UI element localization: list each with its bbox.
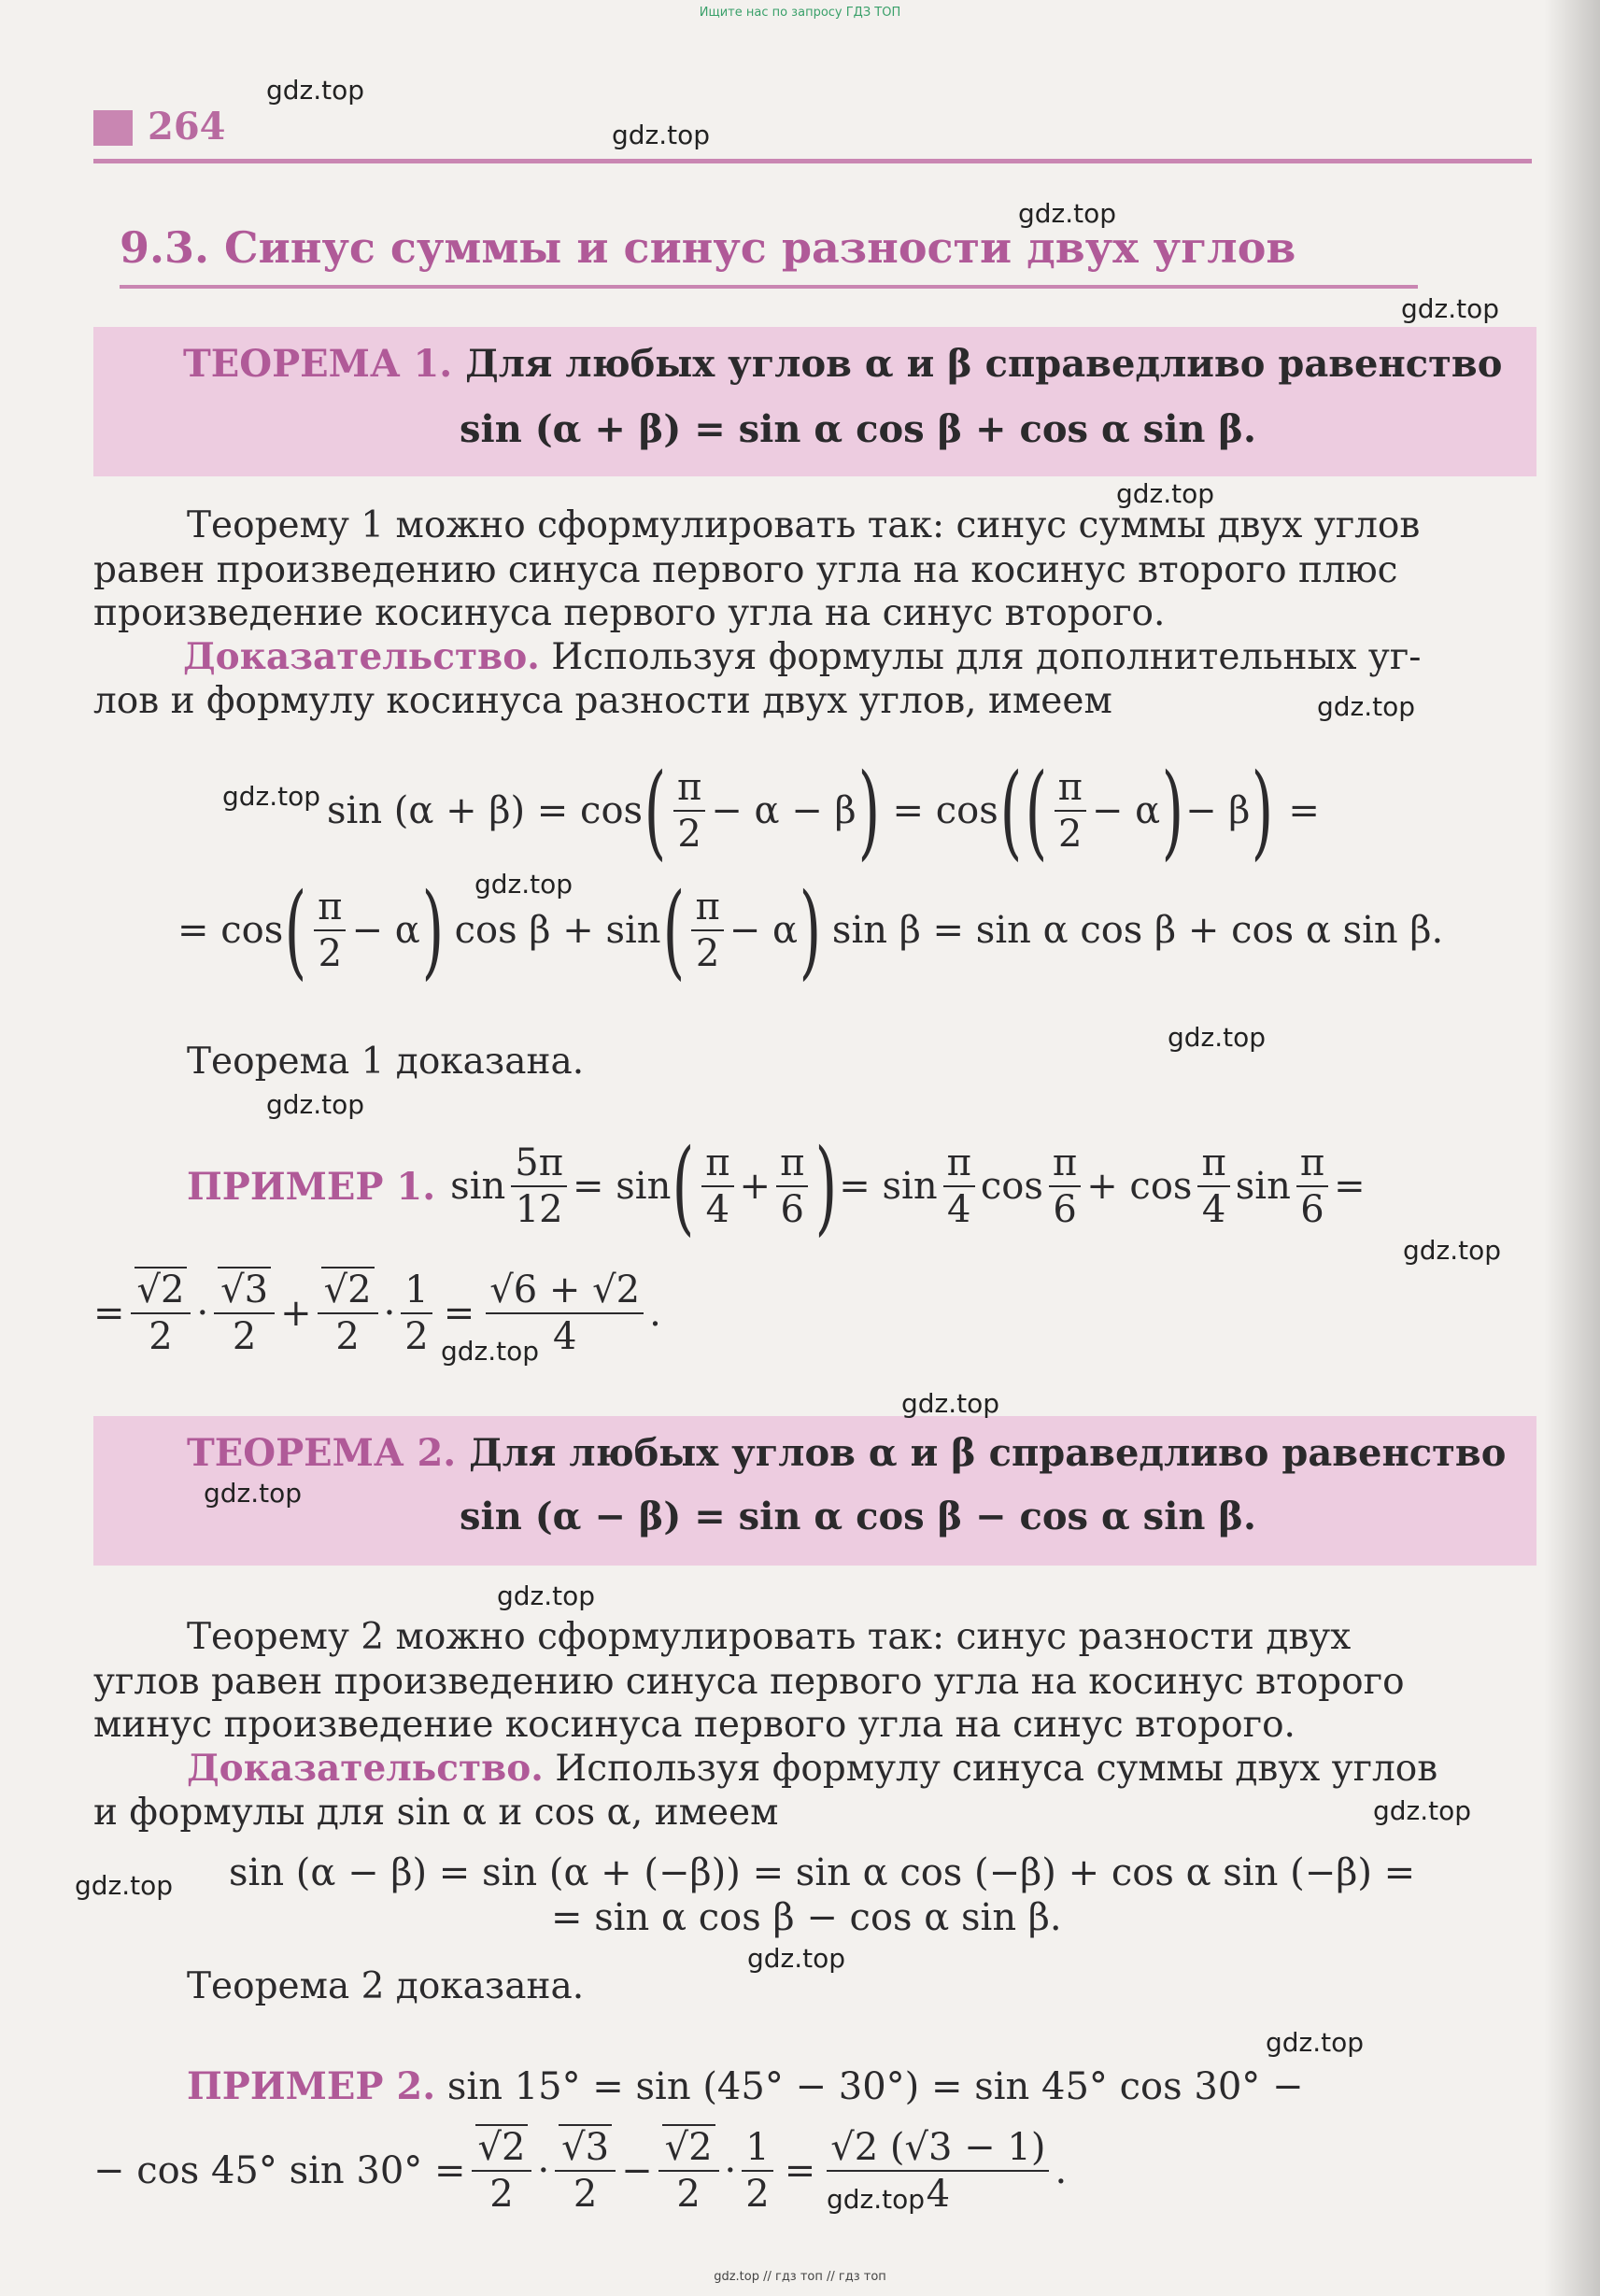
para1-line1: Теорему 1 можно сформулировать так: синус суммы двух углов	[187, 504, 1421, 546]
eq2-term1: − α	[351, 909, 420, 952]
eq2-term3: − α	[729, 909, 798, 952]
proof2-line2: и формулы для sin α и cos α, имеем	[93, 1792, 779, 1834]
eq1-end: =	[1288, 789, 1320, 832]
fraction-pi-2: $\frac{\pi}{2}$	[691, 888, 723, 972]
watermark: gdz.top	[747, 1943, 846, 1974]
example2-line1: ПРИМЕР 2. sin 15° = sin (45° − 30°) = sin 45° cos 30° −	[187, 2064, 1304, 2108]
eq1-term1: − α − β	[711, 789, 857, 832]
example2-label: ПРИМЕР 2.	[187, 2064, 436, 2108]
proof2-label: Доказательство.	[187, 1747, 544, 1790]
fraction-pi-2: $\frac{\pi}{2}$	[1055, 769, 1086, 853]
theorem1-label: ТЕОРЕМА 1.	[183, 342, 453, 386]
eq1-term2: − α	[1091, 789, 1161, 832]
proof1-equation2: = cos ( $\frac{\pi}{2}$ − α ) cos β + sin ( $\frac{\pi}{2}$ − α ) sin β = sin α cos β + cos α sin β.	[177, 871, 1444, 990]
proof2-line1	[187, 1747, 1437, 1790]
eq1-eq: = cos	[892, 789, 998, 832]
paren-open-inner: (	[1025, 751, 1047, 871]
page-header	[93, 105, 1532, 149]
proof1-label: Доказательство.	[183, 635, 540, 678]
header-color-block	[93, 110, 133, 146]
proof1-end: Теорема 1 доказана.	[187, 1041, 585, 1083]
eq2-term2: cos β + sin	[454, 909, 661, 952]
section-underline	[120, 285, 1418, 289]
proof2-end: Теорема 2 доказана.	[187, 1965, 585, 2007]
example2-line2: − cos 45° sin 30° = $\frac{√2}{2}$ · $\frac{√3}{2}$ − $\frac{√2}{2}$ · $\frac{1}{2}$ = $\frac{√2 (√3 - 1)}{4}$ .	[93, 2126, 1068, 2216]
theorem2-statement	[187, 1431, 1506, 1475]
paren-close-inner: )	[1161, 751, 1184, 871]
watermark: gdz.top	[204, 1478, 303, 1509]
watermark: gdz.top	[1403, 1235, 1502, 1266]
example1-line2: = $\frac{√2}{2}$ · $\frac{√3}{2}$ + $\frac{√2}{2}$ · $\frac{1}{2}$ = $\frac{√6 + √2}{4}$ .	[93, 1268, 661, 1358]
watermark: gdz.top	[75, 1870, 174, 1901]
para2-line1: Теорему 2 можно сформулировать так: синус разности двух	[187, 1616, 1352, 1658]
proof2-equation1: sin (α − β) = sin (α + (−β)) = sin α cos (−β) + cos α sin (−β) =	[229, 1851, 1416, 1894]
theorem1-text: Для любых углов α и β справедливо равенство	[465, 342, 1503, 386]
proof1-line2: лов и формулу косинуса разности двух углов, имеем	[93, 680, 1112, 722]
watermark: gdz.top	[474, 869, 573, 900]
header-rule	[93, 159, 1532, 163]
para1-line3: произведение косинуса первого угла на синус второго.	[93, 592, 1166, 634]
proof1-line1-rest: Используя формулы для дополнительных уг-	[551, 636, 1422, 678]
theorem1-formula: sin (α + β) = sin α cos β + cos α sin β.	[460, 407, 1256, 451]
proof2-line1-rest: Используя формулу синуса суммы двух углов	[555, 1748, 1438, 1790]
theorem2-label: ТЕОРЕМА 2.	[187, 1431, 457, 1475]
fraction-pi-2: $\frac{\pi}{2}$	[314, 888, 346, 972]
watermark: gdz.top	[441, 1336, 540, 1367]
watermark: gdz.top	[1401, 293, 1500, 324]
top-note: Ищите нас по запросу ГДЗ ТОП	[699, 6, 901, 20]
watermark: gdz.top	[901, 1388, 1000, 1419]
theorem1-statement	[183, 342, 1502, 386]
proof1-equation1	[327, 751, 1320, 871]
example1-line1: ПРИМЕР 1. sin $\frac{5\pi}{12}$ = sin ( $\frac{\pi}{4}$ + $\frac{\pi}{6}$ ) = sin $\frac{\pi}{4}$ cos $\frac{\pi}{6}$ + cos $\frac{\pi}{4}$ sin $\frac{\pi}{6}$ =	[187, 1127, 1366, 1246]
theorem2-formula: sin (α − β) = sin α cos β − cos α sin β.	[460, 1495, 1256, 1538]
proof1-line1	[183, 635, 1421, 678]
paren-close-outer: )	[1252, 751, 1274, 871]
eq1-lhs: sin (α + β) = cos	[327, 789, 644, 832]
page-number: 264	[148, 105, 226, 149]
watermark: gdz.top	[827, 2184, 926, 2215]
page-edge-shadow	[1544, 0, 1600, 2296]
theorem2-text: Для любых углов α и β справедливо равенство	[469, 1431, 1507, 1475]
watermark: gdz.top	[266, 1089, 365, 1120]
watermark: gdz.top	[497, 1580, 596, 1611]
section-title: 9.3. Синус суммы и синус разности двух углов	[120, 222, 1296, 273]
eq1-term3: − β	[1185, 789, 1251, 832]
example1-label: ПРИМЕР 1.	[187, 1164, 436, 1209]
bottom-note: gdz.top // гдз топ // гдз топ	[714, 2270, 886, 2284]
watermark: gdz.top	[266, 75, 365, 106]
watermark: gdz.top	[1373, 1795, 1472, 1826]
watermark: gdz.top	[1317, 691, 1416, 722]
para1-line2: равен произведению синуса первого угла на косинус второго плюс	[93, 549, 1398, 591]
watermark: gdz.top	[1018, 198, 1117, 229]
watermark: gdz.top	[1116, 478, 1215, 509]
para2-line3: минус произведение косинуса первого угла на синус второго.	[93, 1704, 1296, 1746]
watermark: gdz.top	[1266, 2027, 1365, 2058]
proof2-equation2: = sin α cos β − cos α sin β.	[551, 1896, 1062, 1939]
eq2-start: = cos	[177, 909, 284, 952]
watermark: gdz.top	[222, 781, 321, 812]
para2-line2: углов равен произведению синуса первого угла на косинус второго	[93, 1661, 1405, 1703]
watermark: gdz.top	[1168, 1022, 1267, 1053]
paren-open-outer: (	[999, 751, 1023, 871]
eq2-term4: sin β = sin α cos β + cos α sin β.	[831, 909, 1444, 952]
paren-close: )	[857, 751, 880, 871]
watermark: gdz.top	[612, 120, 711, 150]
paren-open: (	[644, 751, 667, 871]
fraction-pi-2: $\frac{\pi}{2}$	[673, 769, 705, 853]
